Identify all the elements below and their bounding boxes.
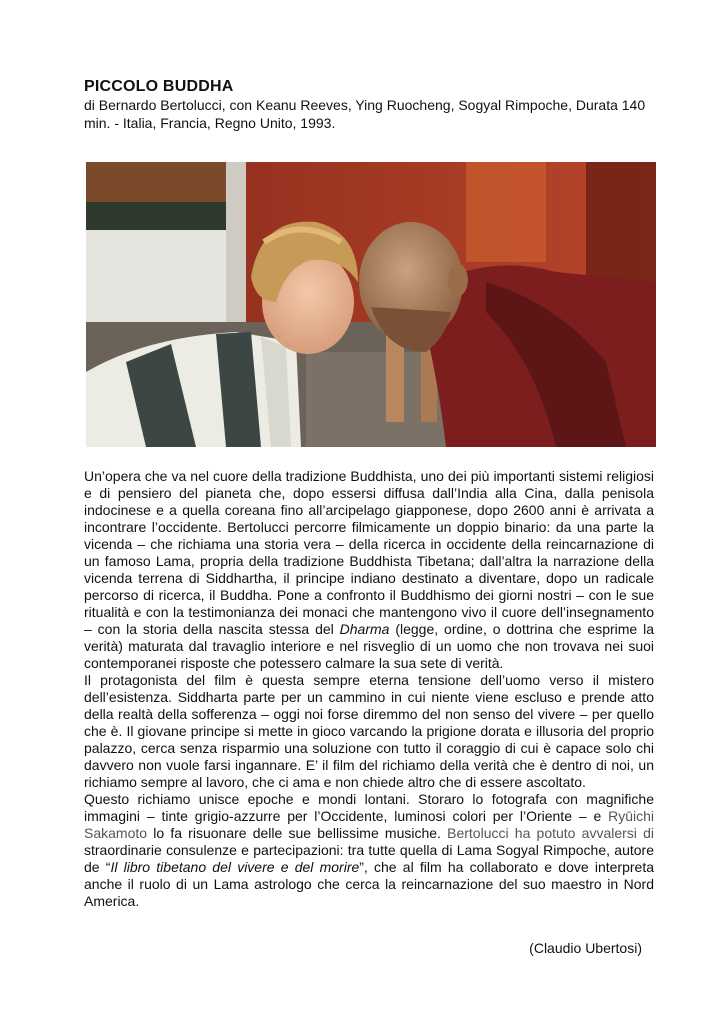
film-still-photo <box>86 162 656 447</box>
paragraph-2: Il protagonista del film è questa sempre eterna tensione dell’uomo verso il mistero dell’esistenza. Siddharta parte per un cammino in cui niente viene escluso e prende atto della realtà della sofferenza – oggi noi forse diremmo del non senso del vivere – per quello che è. Il giovane principe si mette in gioco varcando la prigione dorata e illusoria del proprio palazzo, cerca senza risparmio una soluzione con tutto il coraggio di cui è capace solo chi davvero non vuole farsi ingannare. E’ il film del richiamo della verità che è dentro di noi, un richiamo sempre al lavoro, che ci ama e non chiede altro che di essere ascoltato. <box>84 672 654 790</box>
paragraph-1: Un’opera che va nel cuore della tradizione Buddhista, uno dei più importanti sistemi religiosi e di pensiero del pianeta che, dopo essersi diffusa dall’India alla Cina, dalla penisola indocinese e a quella coreana fino all’arcipelago giapponese, dopo 2600 anni è arrivata a incontrare l’occidente. Bertolucci percorre filmicamente un doppio binario: da una parte la vicenda – che richiama una storia vera – della ricerca in occidente della reincarnazione di un famoso Lama, propria della tradizione Buddhista Tibetana; dall’altra la narrazione della vicenda terrena di Siddhartha, il principe indiano destinato a diventare, dopo un radicale percorso di ricerca, il Buddha. Pone a confronto il Buddhismo dei giorni nostri – con le sue ritualità e con la testimonianza dei monaci che mantengono vivo il cuore dell’insegnamento – con la storia della nascita stessa del Dharma (legge, ordine, o dottrina che esprime la verità) maturata dal travaglio interiore e nel risveglio di un uomo che non trovava nei suoi contemporanei risposte che potessero calmare la sua sete di verità. <box>84 468 654 671</box>
film-credits: di Bernardo Bertolucci, con Keanu Reeves, Ying Ruocheng, Sogyal Rimpoche, Durata 140 min. - Italia, Francia, Regno Unito, 1993. <box>84 97 646 131</box>
article-body <box>84 468 654 910</box>
book-title: Il libro tibetano del vivere e del morire <box>110 859 360 875</box>
article-title: PICCOLO BUDDHA <box>84 78 234 95</box>
dharma-term: Dharma <box>339 621 390 637</box>
paragraph-3: Questo richiamo unisce epoche e mondi lontani. Storaro lo fotografa con magnifiche immagini – tinte grigio-azzurre per l’Occidente, luminosi colori per l’Oriente – e Ryūichi Sakamoto lo fa risuonare delle sue bellissime musiche. Bertolucci ha potuto avvalersi di straordinarie consulenze e partecipazioni: tra tutte quella di Lama Sogyal Rimpoche, autore de “Il libro tibetano del vivere e del morire”, che al film ha collaborato e dove interpreta anche il ruolo di un Lama astrologo che cerca la reincarnazione del suo maestro in Nord America. <box>84 791 654 909</box>
author-signature: (Claudio Ubertosi) <box>529 940 642 956</box>
composer-name: Ryūichi Sakamoto <box>84 808 654 841</box>
